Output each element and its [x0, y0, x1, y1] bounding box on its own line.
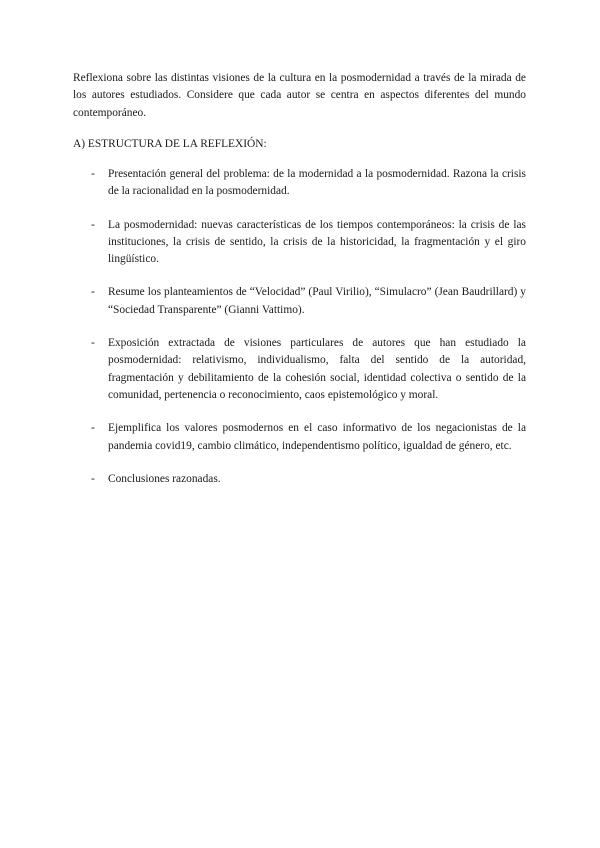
list-item: [73, 335, 526, 404]
bullet-marker: -: [91, 286, 95, 299]
bullet-marker: -: [91, 337, 95, 350]
list-item: [73, 217, 526, 269]
list-item-text: La posmodernidad: nuevas características de los tiempos contemporáneos: la crisis de las instituciones, la crisis de sentido, la crisis de la historicidad, la fragmentación y el giro lingüístico.: [108, 218, 526, 266]
list-item-text: Presentación general del problema: de la modernidad a la posmodernidad. Razona la crisis de la racionalidad en la posmodernidad.: [108, 168, 526, 198]
list-item: [73, 471, 526, 488]
list-item-text: Exposición extractada de visiones particulares de autores que han estudiado la posmodernidad: relativismo, individualismo, falta del sentido de la autoridad, fragmentación y debilitamiento de la cohesión social, identidad colectiva o sentido de la comunidad, pertenencia o reconocimiento, caos epistemológico y moral.: [108, 337, 526, 401]
bullet-marker: -: [91, 168, 95, 180]
section-heading: A) ESTRUCTURA DE LA REFLEXIÓN:: [73, 138, 267, 150]
bullet-marker: -: [91, 472, 95, 485]
bullet-marker: -: [91, 422, 95, 435]
bullet-marker: -: [91, 218, 95, 231]
list-item-text: Ejemplifica los valores posmodernos en el caso informativo de los negacionistas de la pandemia covid19, cambio climático, independentismo político, igualdad de género, etc.: [108, 422, 526, 452]
list-item: [73, 166, 526, 201]
list-item-text: Conclusiones razonadas.: [108, 472, 221, 485]
list-item: [73, 420, 526, 455]
intro-paragraph: Reflexiona sobre las distintas visiones de la cultura en la posmodernidad a través de la mirada de los autores estudiados. Considere que cada autor se centra en aspectos diferentes del mundo contemporáneo.: [73, 72, 526, 119]
list-item-text: Resume los planteamientos de “Velocidad” (Paul Virilio), “Simulacro” (Jean Baudrillard) y “Sociedad Transparente” (Gianni Vattimo).: [108, 286, 526, 316]
list-item: [73, 284, 526, 319]
bullet-list: [73, 166, 526, 504]
